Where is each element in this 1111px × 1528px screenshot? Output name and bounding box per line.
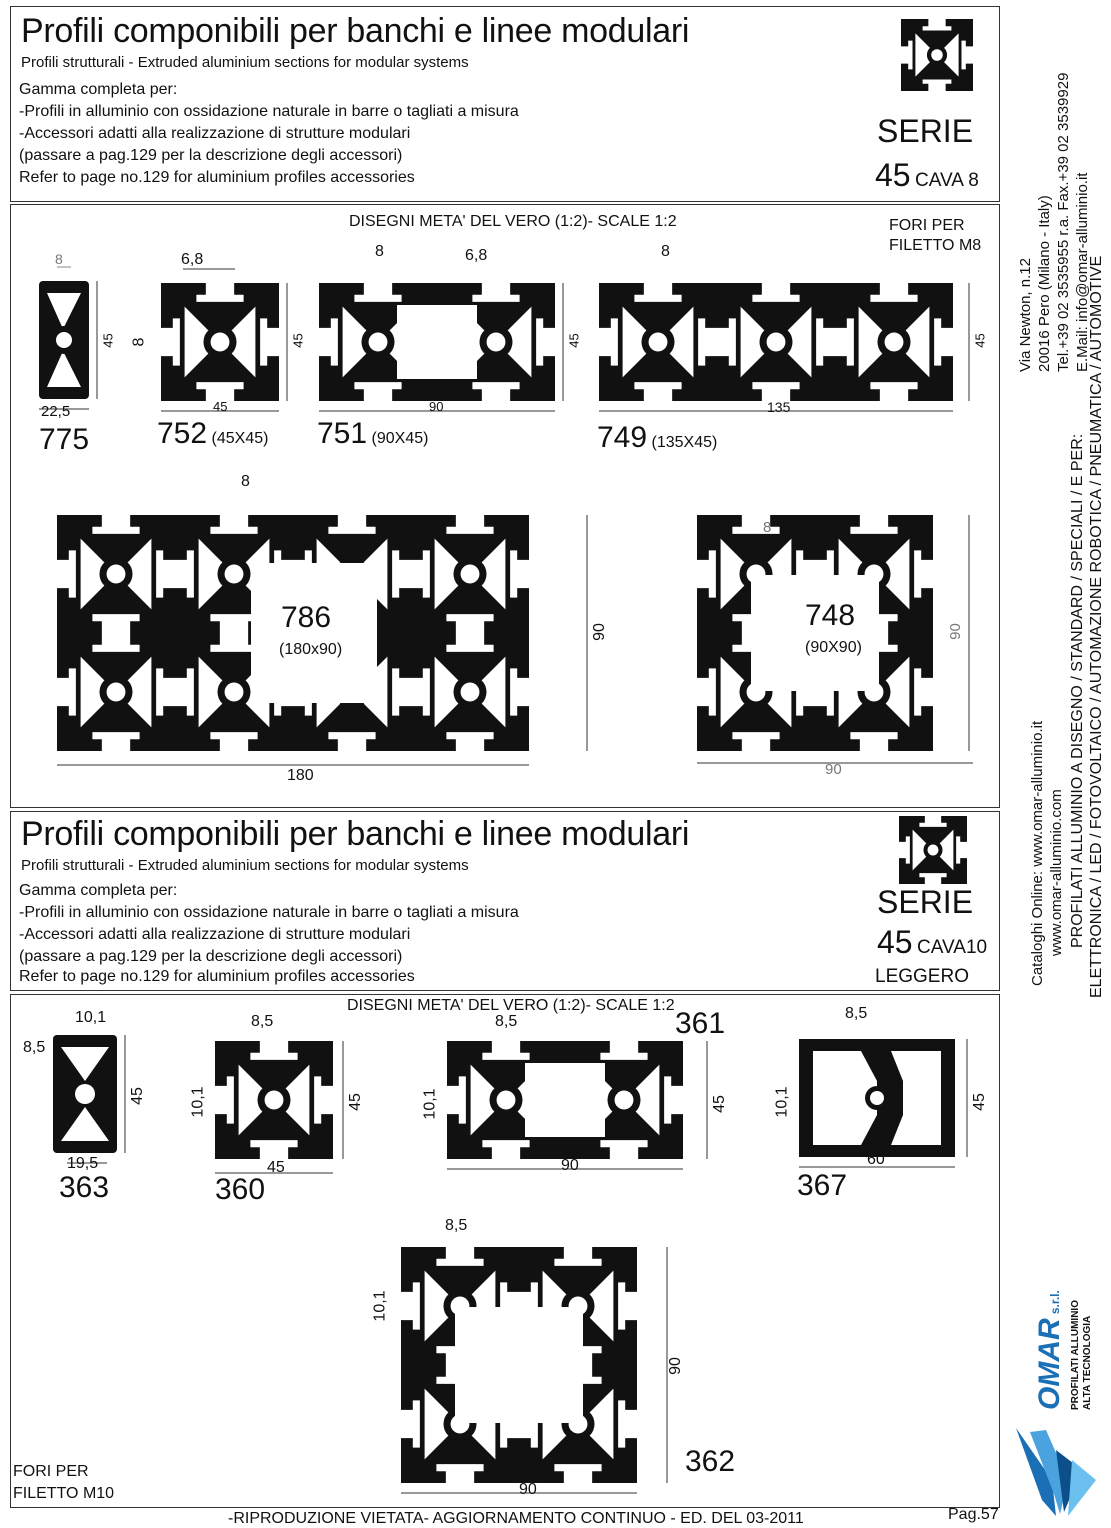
logo-suffix: s.r.l. bbox=[1048, 1290, 1062, 1315]
profile-code: 749 bbox=[597, 421, 648, 454]
sidebar-sectors bbox=[1068, 256, 1106, 998]
sidebar-catalog bbox=[1028, 721, 1066, 986]
address-line: Via Newton, n.12 bbox=[1017, 258, 1034, 372]
dim: 45 bbox=[972, 333, 988, 348]
profile-748 bbox=[691, 505, 991, 800]
sheet2-title: Profili componibili per banchi e linee modulari bbox=[21, 815, 690, 853]
address-line: 20016 Pero (Milano - Italy) bbox=[1036, 195, 1053, 372]
dim: 8 bbox=[55, 251, 63, 267]
dim: 8 bbox=[661, 243, 670, 260]
dim: 90 bbox=[519, 1481, 537, 1498]
profile-size: (180x90) bbox=[279, 641, 343, 658]
sheet1-line-5: Refer to page no.129 for aluminium profiles accessories bbox=[19, 169, 415, 186]
page-number: Pag.57 bbox=[948, 1506, 999, 1523]
sheet2-serie-cava: CAVA10 bbox=[917, 937, 988, 958]
sheet1-drawings bbox=[10, 204, 1000, 808]
sheet1-serie-label: SERIE bbox=[877, 113, 974, 149]
profile-749-label bbox=[597, 421, 717, 455]
omar-emblem-icon bbox=[1012, 1420, 1098, 1520]
profile-code: 367 bbox=[797, 1169, 848, 1202]
sheet2-header bbox=[10, 811, 1000, 991]
sheet2-serie-value bbox=[877, 924, 987, 961]
profile-code: 751 bbox=[317, 417, 368, 450]
profile-code: 748 bbox=[805, 599, 856, 632]
dim: 10,1 bbox=[421, 1088, 439, 1120]
sheet2-fori-2: FILETTO M10 bbox=[13, 1485, 115, 1502]
profile-786-drawing bbox=[51, 473, 611, 807]
logo-tagline bbox=[1070, 1300, 1094, 1410]
dim: 8 bbox=[130, 337, 148, 347]
dim: 8 bbox=[375, 243, 384, 260]
profile-size: (45X45) bbox=[211, 430, 269, 447]
dim: 45 bbox=[346, 1093, 364, 1111]
sheet1-serie-value bbox=[875, 157, 979, 194]
profile-751-label bbox=[317, 417, 428, 451]
dim: 19,5 bbox=[67, 1155, 99, 1172]
profile-code: 361 bbox=[675, 1007, 726, 1040]
sheet2-line-1: Gamma completa per: bbox=[19, 882, 178, 899]
dim: 90 bbox=[561, 1157, 579, 1174]
sheet2-line-5: Refer to page no.129 for aluminium profiles accessories bbox=[19, 968, 415, 985]
dim: 90 bbox=[825, 761, 842, 778]
sector-line: PROFILATI ALLUMINIO A DISEGNO / STANDARD / SPECIALI / E PER: bbox=[1069, 433, 1086, 948]
profile-749 bbox=[591, 243, 991, 454]
profile-751-drawing bbox=[313, 245, 593, 445]
sheet1-fori-1: FORI PER bbox=[889, 217, 965, 234]
dim: 10,1 bbox=[189, 1086, 207, 1118]
catalog-line: Cataloghi Online: www.omar-alluminio.it bbox=[1029, 720, 1046, 986]
profile-363 bbox=[21, 1009, 161, 1204]
sheet1-scale-note: DISEGNI META' DEL VERO (1:2)- SCALE 1:2 bbox=[349, 213, 677, 230]
profile-775 bbox=[25, 249, 125, 454]
dim: 45 bbox=[566, 333, 582, 348]
sheet1-subtitle: Profili strutturali - Extruded aluminium sections for modular systems bbox=[21, 54, 469, 71]
sector-line: ELETTRONICA / LED / FOTOVOLTAICO / AUTOMAZIONE ROBOTICA / PNEUMATICA / AUTOMOTIVE bbox=[1088, 255, 1105, 998]
footer-note: -RIPRODUZIONE VIETATA- AGGIORNAMENTO CONTINUO - ED. DEL 03-2011 bbox=[228, 1510, 804, 1527]
dim: 45 bbox=[290, 333, 306, 348]
dim: 8,5 bbox=[251, 1013, 274, 1030]
sheet2-serie-number: 45 bbox=[877, 924, 913, 960]
dim: 60 bbox=[867, 1151, 885, 1168]
profile-362 bbox=[351, 1217, 751, 1512]
profile-code: 362 bbox=[685, 1445, 736, 1478]
profile-749-drawing bbox=[591, 245, 991, 445]
sheet1-header bbox=[10, 6, 1000, 202]
sheet2-drawings bbox=[10, 994, 1000, 1508]
sheet2-line-4: (passare a pag.129 per la descrizione degli accessori) bbox=[19, 948, 403, 965]
dim: 8 bbox=[241, 473, 250, 490]
profile-751 bbox=[313, 245, 593, 450]
logo-tag: ALTA TECNOLOGIA bbox=[1082, 1315, 1093, 1410]
profile-cross-icon bbox=[897, 816, 969, 884]
profile-752-label bbox=[157, 417, 268, 451]
dim: 10,1 bbox=[773, 1086, 791, 1118]
profile-361 bbox=[401, 1005, 761, 1190]
sheet2-subtitle: Profili strutturali - Extruded aluminium sections for modular systems bbox=[21, 857, 469, 874]
sheet1-serie-number: 45 bbox=[875, 157, 911, 193]
dim: 45 bbox=[267, 1159, 285, 1176]
address-line: E.Mail: info@omar-alluminio.it bbox=[1074, 172, 1091, 372]
sheet1-line-2: -Profili in alluminio con ossidazione naturale in barre o tagliati a misura bbox=[19, 103, 519, 120]
profile-code: 363 bbox=[59, 1171, 110, 1204]
profile-code: 786 bbox=[281, 601, 332, 634]
dim: 10,1 bbox=[75, 1009, 107, 1026]
profile-775-drawing bbox=[25, 249, 125, 449]
sheet1-serie-cava: CAVA 8 bbox=[915, 170, 979, 191]
profile-size: (90X45) bbox=[371, 430, 429, 447]
logo-tag: PROFILATI ALLUMINIO bbox=[1070, 1300, 1081, 1410]
dim: 180 bbox=[287, 767, 314, 784]
dim: 45 bbox=[128, 1087, 146, 1105]
dim: 135 bbox=[767, 399, 791, 415]
profile-367 bbox=[751, 1005, 991, 1200]
dim: 45 bbox=[213, 399, 228, 414]
dim: 90 bbox=[590, 623, 608, 641]
dim: 8 bbox=[763, 519, 772, 536]
sheet1-fori-2: FILETTO M8 bbox=[889, 237, 982, 254]
dim: 90 bbox=[946, 623, 964, 640]
dim: 45 bbox=[970, 1093, 988, 1111]
profile-cross-icon bbox=[901, 19, 973, 91]
dim: 90 bbox=[429, 399, 444, 414]
sheet1-title: Profili componibili per banchi e linee modulari bbox=[21, 12, 690, 50]
dim: 45 bbox=[710, 1095, 728, 1113]
dim: 10,1 bbox=[371, 1290, 389, 1322]
company-logo bbox=[1033, 1290, 1066, 1410]
sheet2-fori-1: FORI PER bbox=[13, 1463, 89, 1480]
dim: 8,5 bbox=[845, 1005, 868, 1022]
profile-size: (135X45) bbox=[651, 434, 718, 451]
dim: 6,8 bbox=[181, 251, 204, 268]
dim: 45 bbox=[100, 333, 116, 348]
sheet1-line-4: (passare a pag.129 per la descrizione degli accessori) bbox=[19, 147, 403, 164]
dim: 8,5 bbox=[445, 1217, 468, 1234]
profile-code: 360 bbox=[215, 1173, 266, 1206]
sheet2-serie-label: SERIE bbox=[877, 884, 974, 920]
sheet2-scale-note: DISEGNI META' DEL VERO (1:2)- SCALE 1:2 bbox=[347, 997, 675, 1014]
sheet2-line-3: -Accessori adatti alla realizzazione di strutture modulari bbox=[19, 926, 411, 943]
logo-name: OMAR bbox=[1033, 1318, 1066, 1410]
dim: 22,5 bbox=[41, 403, 71, 420]
sheet2-line-2: -Profili in alluminio con ossidazione naturale in barre o tagliati a misura bbox=[19, 904, 519, 921]
catalog-line: www.omar-alluminio.com bbox=[1048, 789, 1065, 956]
dim: 90 bbox=[666, 1357, 684, 1375]
profile-size: (90X90) bbox=[805, 639, 862, 656]
sheet1-line-1: Gamma completa per: bbox=[19, 81, 178, 98]
sheet1-line-3: -Accessori adatti alla realizzazione di strutture modulari bbox=[19, 125, 411, 142]
profile-752 bbox=[130, 249, 315, 454]
dim: 6,8 bbox=[465, 247, 488, 264]
profile-786 bbox=[51, 473, 611, 812]
dim: 8,5 bbox=[495, 1013, 518, 1030]
profile-code: 775 bbox=[39, 423, 90, 456]
profile-code: 752 bbox=[157, 417, 208, 450]
dim: 8,5 bbox=[23, 1039, 46, 1056]
profile-360 bbox=[171, 1011, 371, 1206]
sheet2-serie-note: LEGGERO bbox=[875, 966, 969, 987]
address-line: Tel.+39 02 3535955 r.a. Fax.+39 02 3539929 bbox=[1055, 72, 1072, 372]
